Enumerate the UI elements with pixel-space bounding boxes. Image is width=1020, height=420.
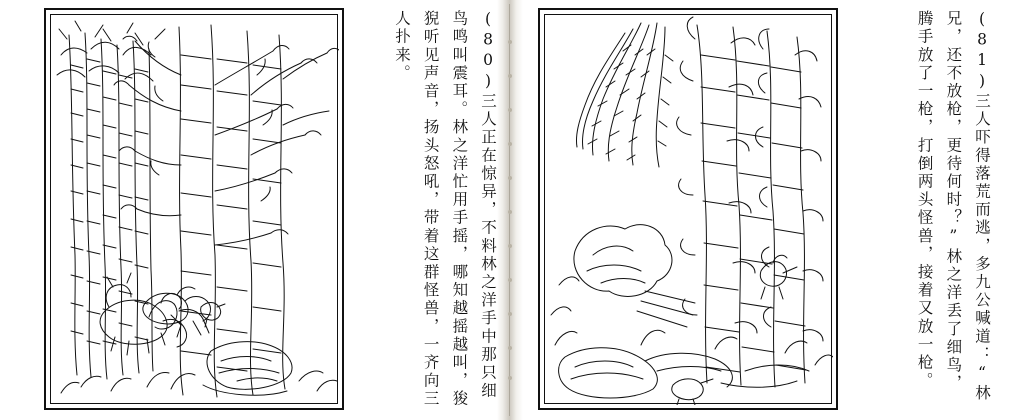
illustration-frame-right: [538, 8, 838, 410]
book-binding-dots: [503, 40, 517, 380]
page-text-right: (81)三人吓得落荒而逃，多九公喊道：“林兄，还不放枪，更待何时？”林之洋丢了细鸟，腾手放了一枪，打倒两头怪兽，接着又放一枪。: [915, 10, 991, 403]
page-text-left: (80)三人正在惊异，不料林之洋手中那只细鸟鸣叫震耳。林之洋忙用手摇，哪知越摇越叫，狻猊听见声音，扬头怒吼，带着这群怪兽，一齐向三人扑来。: [392, 10, 497, 409]
illustration-frame-left: [44, 8, 344, 410]
illustration-forest-scene-with-beasts: [51, 15, 339, 405]
page-right: [510, 0, 1020, 420]
page-right-inner: [510, 0, 1020, 420]
illustration-willow-cliff-scene-with-smoke: [545, 15, 833, 405]
